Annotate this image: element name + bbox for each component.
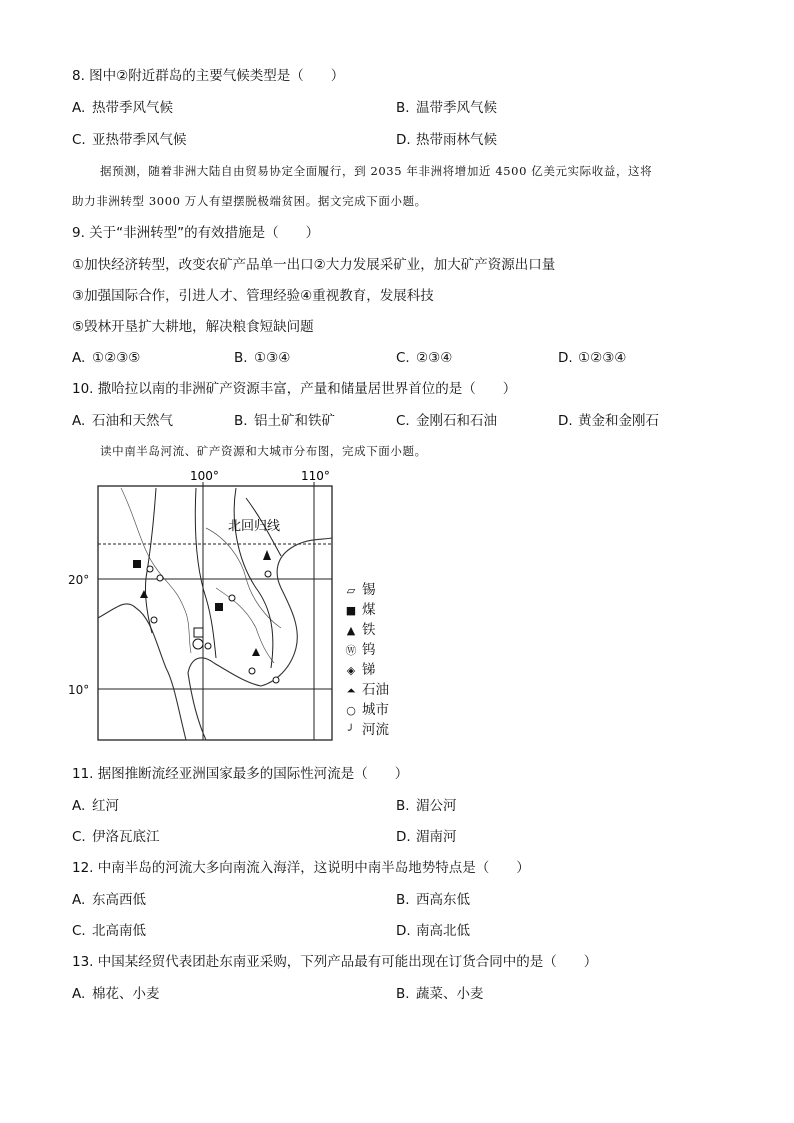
q8-option-c: C. 亚热带季风气候 [72,132,187,148]
river-icon: ╯ [347,724,355,737]
q10-option-a: A. 石油和天然气 [72,413,173,429]
q10-stem: 10. 撒哈拉以南的非洲矿产资源丰富，产量和储量居世界首位的是（ ） [72,381,517,397]
q11-option-d: D. 湄南河 [396,829,457,845]
q10-option-d: D. 黄金和金刚石 [558,413,659,429]
passage1-line2: 助力非洲转型 3000 万人有望摆脱极端贫困。据文完成下面小题。 [72,194,427,208]
q13-option-b: B. 蔬菜、小麦 [396,986,484,1002]
passage1-line1: 据预测，随着非洲大陆自由贸易协定全面履行，到 2035 年非洲将增加近 4500 亿美元实际收益，这将 [100,164,653,178]
legend-item-river: ╯ 河流 [340,721,389,740]
legend-item-tungsten: Ⓦ 钨 [340,641,376,660]
passage2: 读中南半岛河流、矿产资源和大城市分布图，完成下面小题。 [100,444,427,458]
tungsten-icon: Ⓦ [345,644,357,657]
q11-option-c: C. 伊洛瓦底江 [72,829,160,845]
city-mark [147,566,153,572]
q13-option-a: A. 棉花、小麦 [72,986,160,1002]
antimony-icon: ◈ [346,664,356,677]
q12-option-a: A. 东高西低 [72,892,146,908]
q8-option-a: A. 热带季风气候 [72,100,173,116]
legend-item-coal: ■ 煤 [340,601,376,620]
q8-option-b: B. 温带季风气候 [396,100,497,116]
lat-label-20: 20° [68,573,90,587]
q11-option-b: B. 湄公河 [396,798,457,814]
city-mark [157,575,163,581]
legend-item-antimony: ◈ 锑 [340,661,376,680]
q13-stem: 13. 中国某经贸代表团赴东南亚采购，下列产品最有可能出现在订货合同中的是（ ） [72,954,598,970]
q12-stem: 12. 中南半岛的河流大多向南流入海洋，这说明中南半岛地势特点是（ ） [72,860,530,876]
coal-mark-1 [133,560,141,568]
q9-statement-1: ①加快经济转型，改变农矿产品单一出口②大力发展采矿业，加大矿产资源出口量 [72,257,556,273]
q10-option-b: B. 铝土矿和铁矿 [234,413,335,429]
city-mark [273,677,279,683]
q9-option-c: C. ②③④ [396,350,453,366]
iron-icon: ▲ [346,624,356,637]
city-mark [205,643,211,649]
q12-option-d: D. 南高北低 [396,923,470,939]
q11-stem: 11. 据图推断流经亚洲国家最多的国际性河流是（ ） [72,766,409,782]
legend-item-oil: ⏶ 石油 [340,681,389,700]
legend-item-city: ○ 城市 [340,701,389,720]
q9-option-d: D. ①②③④ [558,350,627,366]
q9-statement-2: ③加强国际合作，引进人才、管理经验④重视教育，发展科技 [72,288,434,304]
lon-label-100: 100° [190,469,219,483]
coal-mark-2 [215,603,223,611]
city-mark [151,617,157,623]
q9-option-b: B. ①③④ [234,350,291,366]
city-mark [265,571,271,577]
antimony-mark [194,628,203,637]
city-icon: ○ [346,704,356,717]
indochina-map [96,468,336,744]
tin-icon: ▱ [346,584,356,597]
q12-option-b: B. 西高东低 [396,892,470,908]
lat-label-10: 10° [68,683,90,697]
q9-statement-3: ⑤毁林开垦扩大耕地，解决粮食短缺问题 [72,319,314,335]
city-mark [229,595,235,601]
map-frame [98,486,332,740]
coal-icon: ■ [345,604,357,617]
q12-option-c: C. 北高南低 [72,923,146,939]
oil-icon: ⏶ [346,684,356,697]
q8-option-d: D. 热带雨林气候 [396,132,497,148]
q9-stem: 9. 关于“非洲转型”的有效措施是（ ） [72,225,320,241]
q9-option-a: A. ①②③⑤ [72,350,141,366]
tungsten-mark [193,639,203,649]
city-mark [249,668,255,674]
legend-item-tin: ▱ 锡 [340,581,376,600]
q8-stem: 8. 图中②附近群岛的主要气候类型是（ ） [72,68,345,84]
q10-option-c: C. 金刚石和石油 [396,413,497,429]
q11-option-a: A. 红河 [72,798,119,814]
legend-item-iron: ▲ 铁 [340,621,376,640]
tropic-label: 北回归线 [228,519,281,534]
lon-label-110: 110° [301,469,330,483]
